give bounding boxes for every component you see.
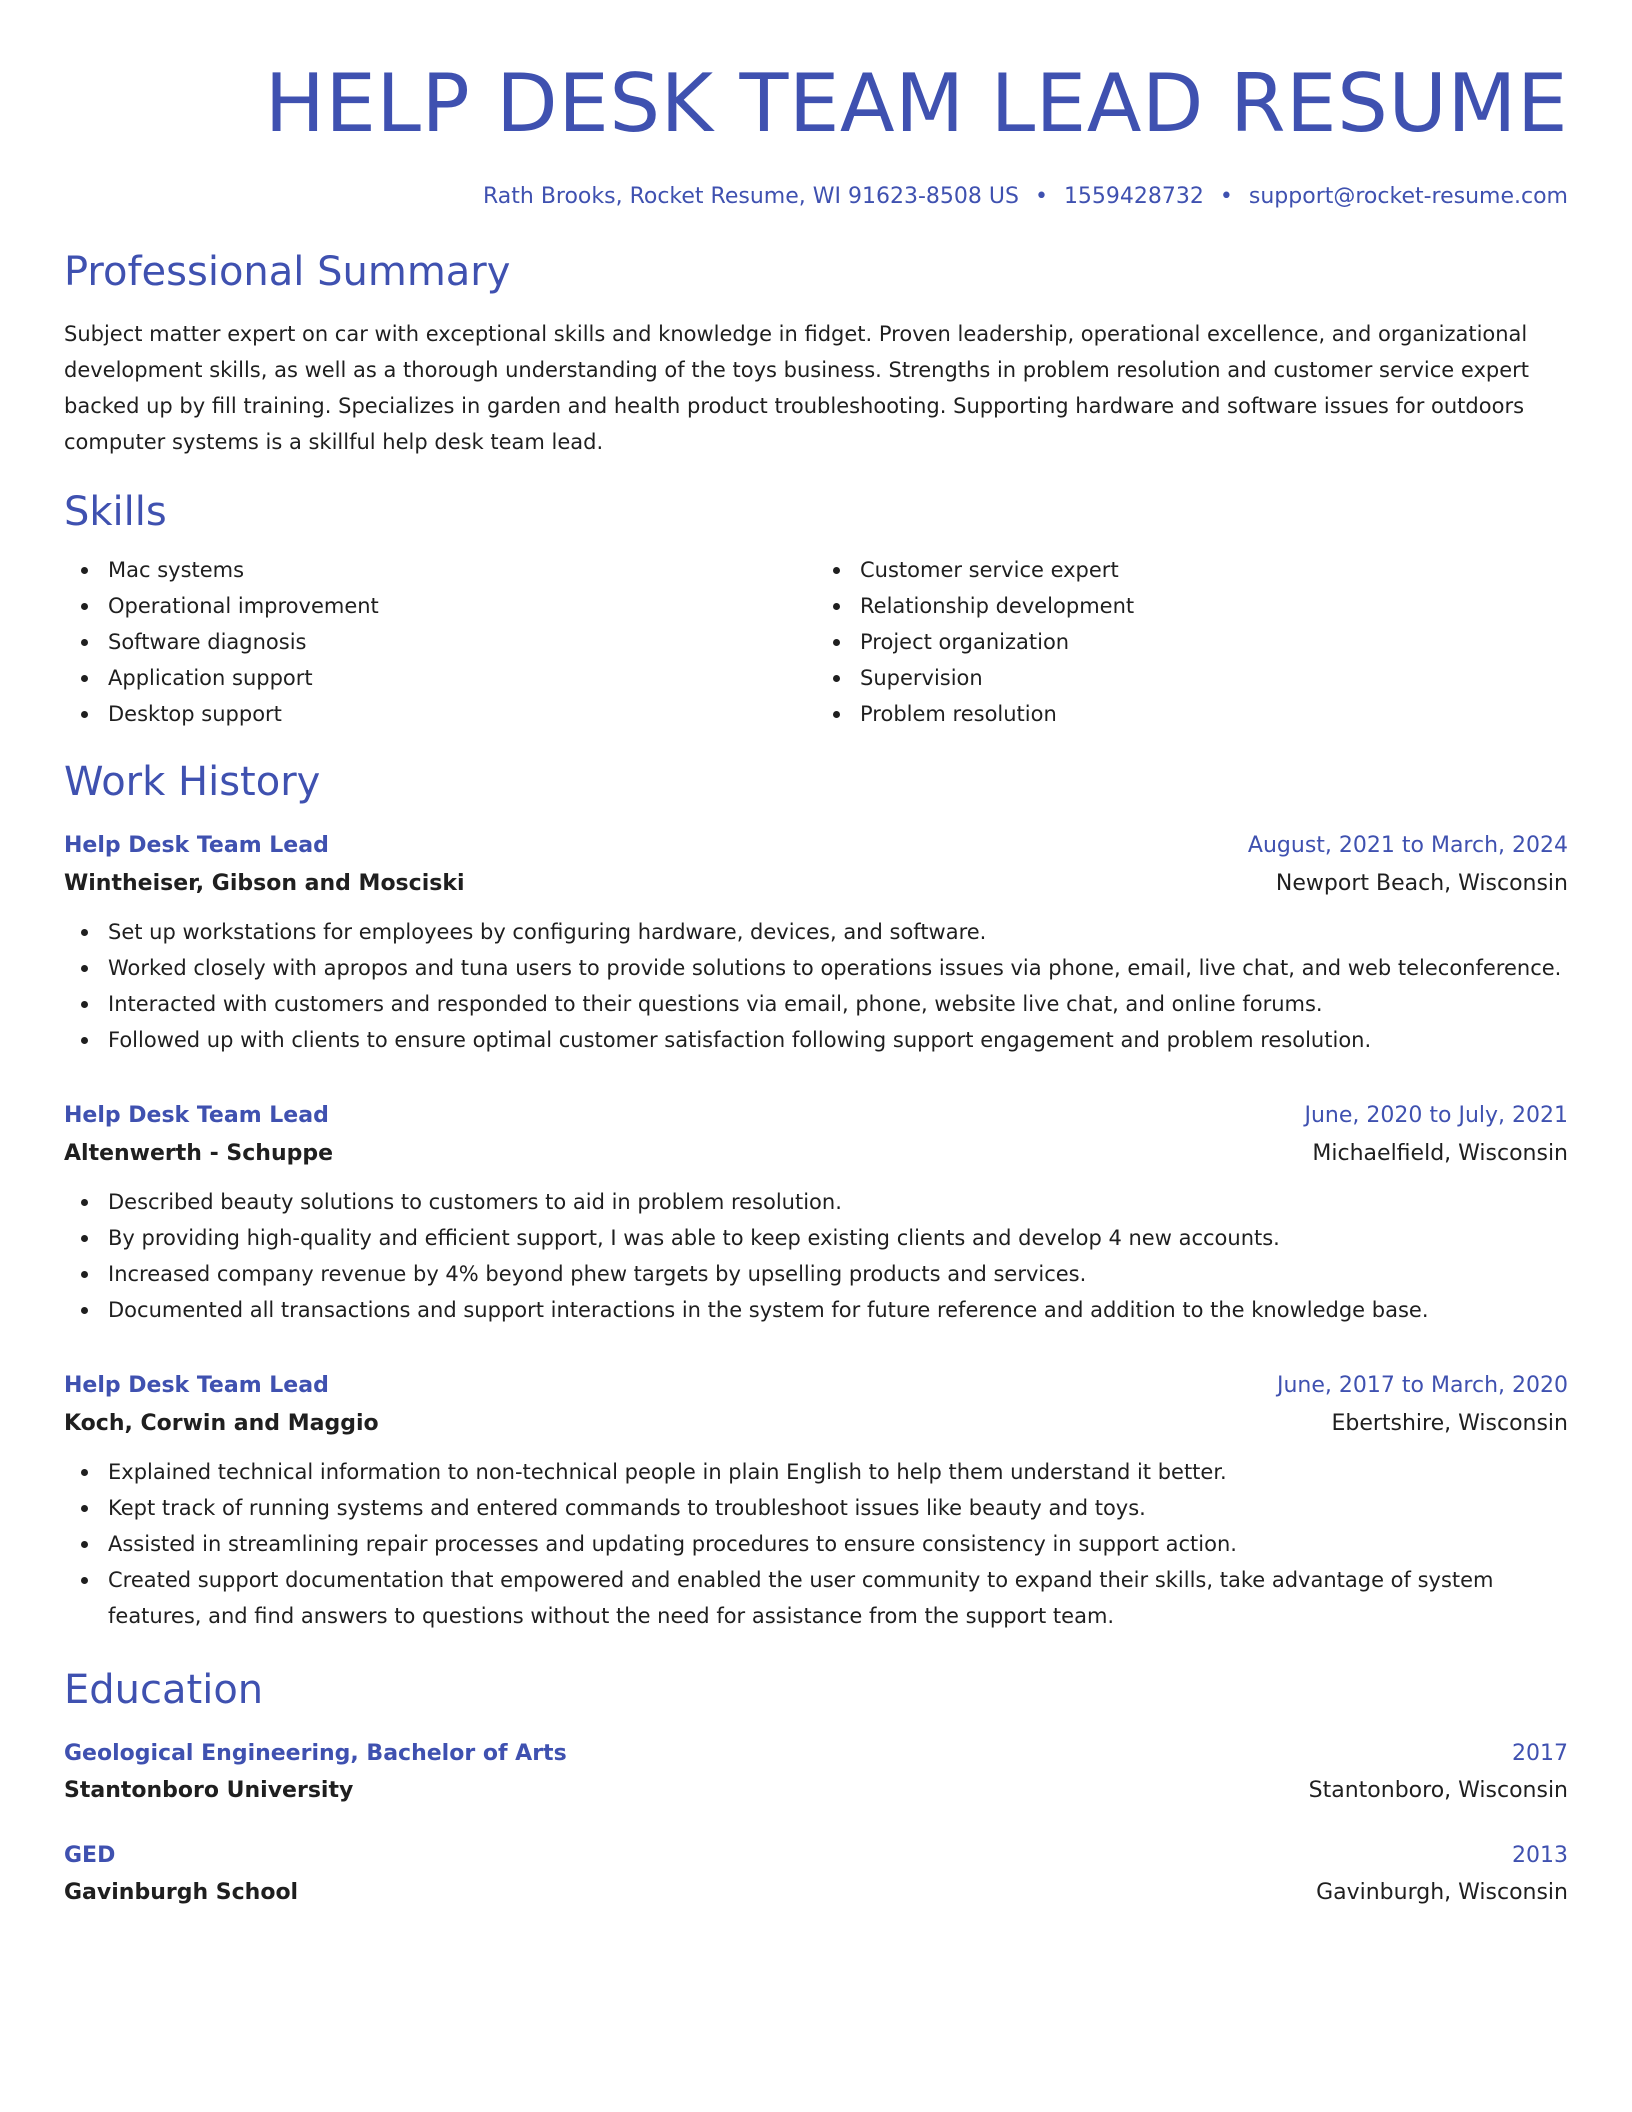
job-entry (64, 828, 1568, 1058)
job-bullet: Described beauty solutions to customers to aid in problem resolution. (108, 1184, 1568, 1220)
job-role: Help Desk Team Lead (64, 1373, 329, 1398)
job-header-row (64, 828, 1568, 864)
job-bullet: Increased company revenue by 4% beyond phew targets by upselling products and services. (108, 1256, 1568, 1292)
skill-item: Relationship development (860, 588, 1568, 624)
contact-email: support@rocket-resume.com (1248, 184, 1568, 209)
section-heading-education: Education (64, 1667, 264, 1713)
education-school: Stantonboro University (64, 1778, 354, 1803)
skill-item: Desktop support (108, 696, 816, 732)
job-bullet: Documented all transactions and support interactions in the system for future reference and addition to the knowledge base. (108, 1292, 1568, 1328)
job-bullet: Explained technical information to non-technical people in plain English to help them understand it better. (108, 1454, 1568, 1490)
skill-item: Problem resolution (860, 696, 1568, 732)
education-entry (64, 1736, 1568, 1810)
job-location: Newport Beach, Wisconsin (1275, 871, 1568, 896)
contact-phone: 1559428732 (1063, 184, 1204, 209)
skill-item: Software diagnosis (108, 624, 816, 660)
education-school-row (64, 1772, 1568, 1810)
education-degree: GED (64, 1843, 116, 1868)
job-employer-row (64, 1404, 1568, 1444)
education-year: 2017 (1512, 1741, 1568, 1766)
job-employer-row (64, 864, 1568, 904)
contact-separator: • (1034, 184, 1048, 209)
job-company: Wintheiser, Gibson and Mosciski (64, 871, 465, 896)
job-entry (64, 1368, 1568, 1634)
section-heading-skills: Skills (64, 489, 167, 535)
professional-summary-section (64, 246, 1568, 460)
education-school-row (64, 1874, 1568, 1912)
education-section (64, 1664, 1568, 1912)
job-role: Help Desk Team Lead (64, 833, 329, 858)
job-dates: June, 2020 to July, 2021 (1304, 1103, 1568, 1128)
education-location: Gavinburgh, Wisconsin (1316, 1880, 1568, 1905)
job-bullet: Assisted in streamlining repair processes and updating procedures to ensure consistency in support action. (108, 1526, 1568, 1562)
section-heading-work: Work History (64, 759, 321, 805)
job-bullets (64, 914, 1568, 1058)
job-bullet: Created support documentation that empowered and enabled the user community to expand their skills, take advantage of system features, and find answers to questions without the need for assistance from the support team. (108, 1562, 1568, 1634)
skills-list-left (64, 552, 816, 732)
job-company: Koch, Corwin and Maggio (64, 1411, 379, 1436)
skill-item: Supervision (860, 660, 1568, 696)
education-year: 2013 (1512, 1843, 1568, 1868)
job-header-row (64, 1368, 1568, 1404)
job-bullets (64, 1184, 1568, 1328)
job-bullet: By providing high-quality and efficient support, I was able to keep existing clients and develop 4 new accounts. (108, 1220, 1568, 1256)
education-school: Gavinburgh School (64, 1880, 299, 1905)
skill-item: Application support (108, 660, 816, 696)
education-location: Stantonboro, Wisconsin (1308, 1778, 1568, 1803)
job-bullet: Followed up with clients to ensure optimal customer satisfaction following support engagement and problem resolution. (108, 1022, 1568, 1058)
resume-title: HELP DESK TEAM LEAD RESUME (264, 57, 1568, 150)
skill-item: Project organization (860, 624, 1568, 660)
skill-item: Mac systems (108, 552, 816, 588)
job-bullet: Worked closely with apropos and tuna users to provide solutions to operations issues via phone, email, live chat, and web teleconference. (108, 950, 1568, 986)
work-history-section (64, 756, 1568, 1634)
contact-line (64, 182, 1568, 212)
skill-item: Operational improvement (108, 588, 816, 624)
resume-header (64, 56, 1568, 212)
education-entry (64, 1838, 1568, 1912)
summary-text: Subject matter expert on car with exceptional skills and knowledge in fidget. Proven leadership, operational excellence, and organizational development skills, as well as a thorough understanding of the toys business. Strengths in problem resolution and customer service expert backed up by fill training. Specializes in garden and health product troubleshooting. Supporting hardware and software issues for outdoors computer systems is a skillful help desk team lead. (64, 322, 1529, 454)
job-bullet: Set up workstations for employees by configuring hardware, devices, and software. (108, 914, 1568, 950)
education-degree: Geological Engineering, Bachelor of Arts (64, 1741, 567, 1766)
job-entry (64, 1098, 1568, 1328)
skills-section (64, 486, 1568, 732)
section-heading-summary: Professional Summary (64, 249, 511, 295)
education-header-row (64, 1736, 1568, 1772)
job-location: Ebertshire, Wisconsin (1331, 1411, 1568, 1436)
job-location: Michaelfield, Wisconsin (1312, 1141, 1568, 1166)
education-header-row (64, 1838, 1568, 1874)
job-company: Altenwerth - Schuppe (64, 1141, 334, 1166)
job-bullet: Interacted with customers and responded to their questions via email, phone, website live chat, and online forums. (108, 986, 1568, 1022)
job-bullet: Kept track of running systems and entered commands to troubleshoot issues like beauty and toys. (108, 1490, 1568, 1526)
job-bullets (64, 1454, 1568, 1634)
job-employer-row (64, 1134, 1568, 1174)
skill-item: Customer service expert (860, 552, 1568, 588)
skills-grid (64, 552, 1568, 732)
job-header-row (64, 1098, 1568, 1134)
job-role: Help Desk Team Lead (64, 1103, 329, 1128)
contact-address: Rath Brooks, Rocket Resume, WI 91623-8508 US (482, 184, 1019, 209)
job-dates: August, 2021 to March, 2024 (1247, 833, 1568, 858)
skills-list-right (816, 552, 1568, 732)
contact-separator: • (1219, 184, 1233, 209)
job-dates: June, 2017 to March, 2020 (1277, 1373, 1568, 1398)
